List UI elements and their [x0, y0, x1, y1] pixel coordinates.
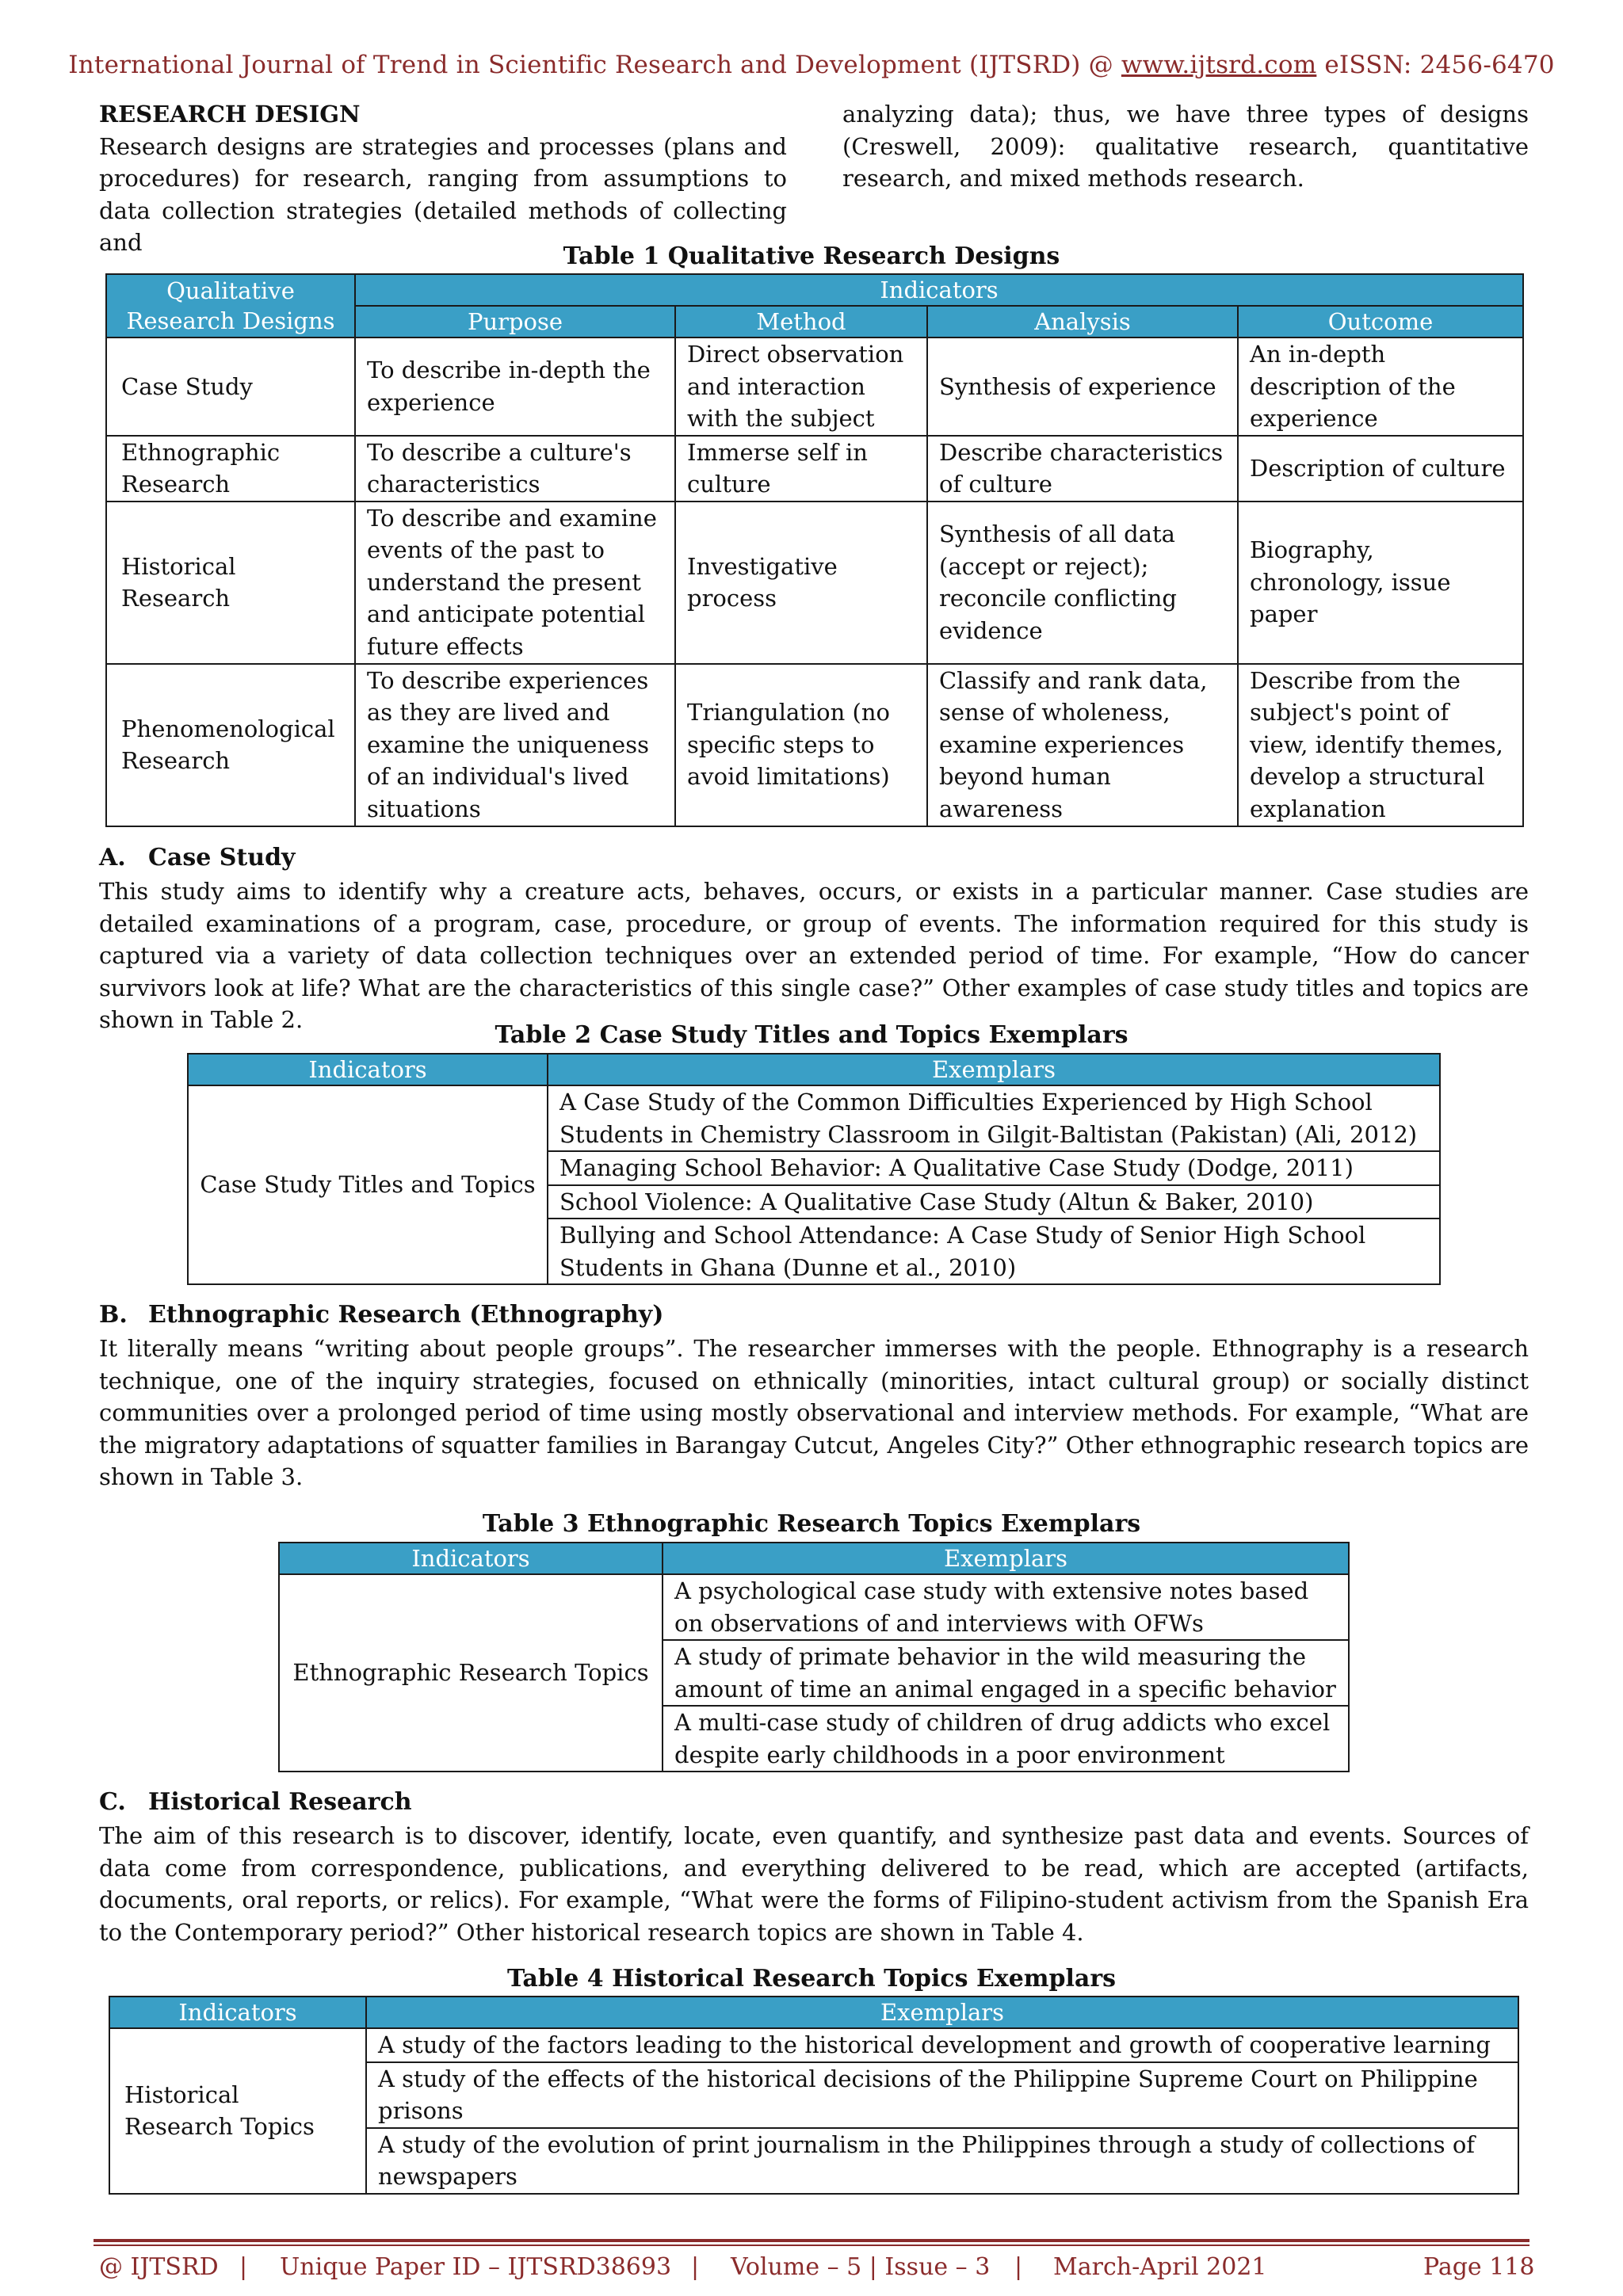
- table1-cell-design: Case Study: [106, 338, 355, 436]
- table4-exemplar-cell: A study of the factors leading to the historical development and growth of cooperative learning: [366, 2028, 1518, 2062]
- table1-cell-purpose: To describe in-depth the experience: [355, 338, 675, 436]
- table-row: [279, 1574, 1349, 1640]
- table3-indicator-cell: Ethnographic Research Topics: [279, 1574, 663, 1772]
- table-row: [106, 338, 1523, 436]
- table2-indicator-cell: Case Study Titles and Topics: [188, 1085, 548, 1284]
- table1-cell-purpose: To describe a culture's characteristics: [355, 436, 675, 502]
- table4-indicator-cell: Historical Research Topics: [109, 2028, 366, 2194]
- table1-cell-design: Phenomenological Research: [106, 664, 355, 826]
- table2-header-exemplars: Exemplars: [548, 1054, 1440, 1085]
- footer-separator: |: [1014, 2253, 1023, 2281]
- table4-header-indicators: Indicators: [109, 1997, 366, 2028]
- section-c-letter: C.: [99, 1788, 126, 1816]
- table1-header-analysis: Analysis: [927, 306, 1238, 338]
- table2-exemplar-cell: A Case Study of the Common Difficulties Experienced by High School Students in Chemistry Classroom in Gilgit-Baltistan (Pakistan) (Ali, 2012): [548, 1085, 1440, 1151]
- table4-exemplar-cell: A study of the effects of the historical decisions of the Philippine Supreme Court on Philippine prisons: [366, 2062, 1518, 2128]
- table1-cell-design: Ethnographic Research: [106, 436, 355, 502]
- table3-header-indicators: Indicators: [279, 1543, 663, 1574]
- footer-rule-thin: [94, 2245, 1529, 2246]
- footer-journal: @ IJTSRD: [99, 2253, 219, 2281]
- section-a-heading: [99, 844, 295, 871]
- section-b-heading: [99, 1301, 663, 1329]
- table2-exemplar-cell: School Violence: A Qualitative Case Study (Altun & Baker, 2010): [548, 1185, 1440, 1219]
- intro-right-column: [842, 98, 1529, 195]
- table1-cell-method: Investigative process: [675, 502, 927, 664]
- table1-cell-method: Immerse self in culture: [675, 436, 927, 502]
- footer-separator: |: [691, 2253, 700, 2281]
- journal-header: [0, 51, 1623, 79]
- table3-ethnographic-exemplars: [278, 1542, 1350, 1772]
- footer-paper-id: Unique Paper ID – IJTSRD38693: [280, 2253, 672, 2281]
- section-c-heading: [99, 1788, 412, 1816]
- table1-cell-analysis: Synthesis of experience: [927, 338, 1238, 436]
- table1-cell-analysis: Synthesis of all data (accept or reject); reconcile conflicting evidence: [927, 502, 1238, 664]
- table1-header-outcome: Outcome: [1238, 306, 1523, 338]
- footer-rule-thick: [94, 2239, 1529, 2242]
- table2-exemplar-cell: Managing School Behavior: A Qualitative Case Study (Dodge, 2011): [548, 1151, 1440, 1185]
- table1-cell-design: Historical Research: [106, 502, 355, 664]
- footer-date: March-April 2021: [1053, 2253, 1267, 2281]
- table1-header-method: Method: [675, 306, 927, 338]
- table-row: [188, 1085, 1440, 1151]
- section-a-body: This study aims to identify why a creature acts, behaves, occurs, or exists in a particular manner. Case studies are detailed examinations of a program, case, procedure, or group of events. The information required for this study is captured via a variety of data collection techniques over an extended period of time. For example, “How do cancer survivors look at life? What are the characteristics of this single case?” Other examples of case study titles and topics are shown in Table 2.: [99, 878, 1529, 1033]
- table1-header-designs: Qualitative Research Designs: [106, 274, 355, 338]
- table1-cell-outcome: Biography, chronology, issue paper: [1238, 502, 1523, 664]
- section-heading-research-design: RESEARCH DESIGN: [99, 101, 361, 128]
- header-issn: eISSN: 2456-6470: [1316, 51, 1555, 79]
- footer-page-number: Page 118: [1423, 2253, 1535, 2281]
- table4-header-exemplars: Exemplars: [366, 1997, 1518, 2028]
- intro-left-column: [99, 98, 787, 259]
- footer-volume-issue: Volume – 5 | Issue – 3: [731, 2253, 991, 2281]
- table2-case-study-exemplars: [187, 1053, 1441, 1285]
- table1-cell-purpose: To describe and examine events of the past to understand the present and anticipate potential future effects: [355, 502, 675, 664]
- journal-url-link[interactable]: www.ijtsrd.com: [1121, 51, 1317, 79]
- table3-caption: Table 3 Ethnographic Research Topics Exemplars: [482, 1510, 1141, 1538]
- table1-cell-method: Direct observation and interaction with the subject: [675, 338, 927, 436]
- header-text: International Journal of Trend in Scientific Research and Development (IJTSRD) @: [68, 51, 1121, 79]
- intro-paragraph-left: Research designs are strategies and processes (plans and procedures) for research, ranging from assumptions to data collection strategies (detailed methods of collecting and: [99, 132, 787, 256]
- table4-historical-exemplars: [109, 1996, 1519, 2195]
- table3-exemplar-cell: A study of primate behavior in the wild measuring the amount of time an animal engaged in a specific behavior: [663, 1640, 1349, 1706]
- table1-cell-analysis: Describe characteristics of culture: [927, 436, 1238, 502]
- table2-exemplar-cell: Bullying and School Attendance: A Case Study of Senior High School Students in Ghana (Dunne et al., 2010): [548, 1219, 1440, 1284]
- table1-qualitative-designs: [105, 273, 1524, 827]
- section-a-title: Case Study: [148, 844, 296, 871]
- intro-paragraph-right: analyzing data); thus, we have three types of designs (Creswell, 2009): qualitative research, quantitative research, and mixed methods research.: [842, 101, 1529, 192]
- table-row: [106, 664, 1523, 826]
- table1-cell-purpose: To describe experiences as they are lived and examine the uniqueness of an individual's lived situations: [355, 664, 675, 826]
- table4-caption: Table 4 Historical Research Topics Exemplars: [506, 1965, 1117, 1993]
- table3-exemplar-cell: A multi-case study of children of drug addicts who excel despite early childhoods in a poor environment: [663, 1706, 1349, 1772]
- table1-header-purpose: Purpose: [355, 306, 675, 338]
- table1-cell-analysis: Classify and rank data, sense of wholeness, examine experiences beyond human awareness: [927, 664, 1238, 826]
- section-b-body: It literally means “writing about people groups”. The researcher immerses with the people. Ethnography is a research technique, one of the inquiry strategies, focused on ethnically (minorities, intact cultural group) or socially distinct communities over a prolonged period of time using mostly observational and interview methods. For example, “What are the migratory adaptations of squatter families in Barangay Cutcut, Angeles City?” Other ethnographic research topics are shown in Table 3.: [99, 1335, 1529, 1490]
- section-b-title: Ethnographic Research (Ethnography): [148, 1301, 664, 1329]
- table2-header-indicators: Indicators: [188, 1054, 548, 1085]
- table-row: [106, 502, 1523, 664]
- table1-caption: Table 1 Qualitative Research Designs: [563, 242, 1060, 270]
- table3-header-exemplars: Exemplars: [663, 1543, 1349, 1574]
- table1-cell-outcome: An in-depth description of the experience: [1238, 338, 1523, 436]
- table4-exemplar-cell: A study of the evolution of print journalism in the Philippines through a study of collections of newspapers: [366, 2128, 1518, 2194]
- section-c-title: Historical Research: [148, 1788, 412, 1816]
- section-b-letter: B.: [99, 1301, 128, 1329]
- table1-cell-outcome: Description of culture: [1238, 436, 1523, 502]
- table-row: [109, 2028, 1518, 2062]
- table-row: [106, 436, 1523, 502]
- section-c-body: The aim of this research is to discover, identify, locate, even quantify, and synthesize past data and events. Sources of data come from correspondence, publications, and everything delivered to be read, which are accepted (artifacts, documents, oral reports, or relics). For example, “What were the forms of Filipino-student activism from the Spanish Era to the Contemporary period?” Other historical research topics are shown in Table 4.: [99, 1822, 1529, 1946]
- section-a-letter: A.: [99, 844, 126, 871]
- table1-header-indicators: Indicators: [355, 274, 1523, 306]
- table1-cell-outcome: Describe from the subject's point of view, identify themes, develop a structural explanation: [1238, 664, 1523, 826]
- table1-cell-method: Triangulation (no specific steps to avoid limitations): [675, 664, 927, 826]
- table2-caption: Table 2 Case Study Titles and Topics Exemplars: [495, 1021, 1128, 1049]
- footer-separator: |: [239, 2253, 248, 2281]
- table3-exemplar-cell: A psychological case study with extensive notes based on observations of and interviews with OFWs: [663, 1574, 1349, 1640]
